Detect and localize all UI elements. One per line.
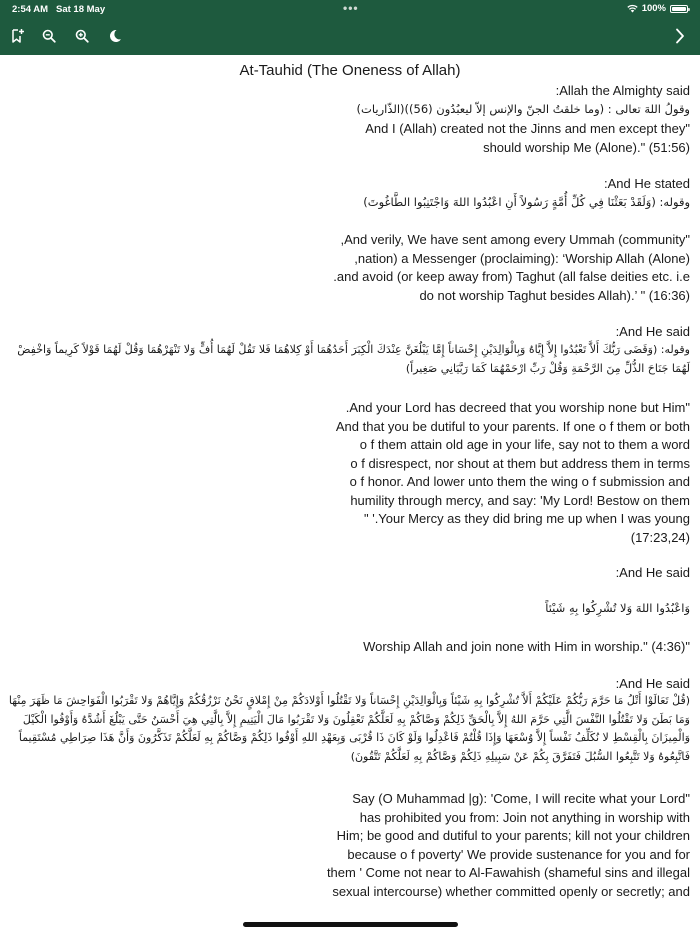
arabic-verse: (قُلْ تَعَالَوْا أَتْلُ مَا حَرَّمَ رَبُّكُمْ عَلَيْكُمْ أَلاَّ تُشْرِكُوا بِهِ شَيْئاً وَبِالْوَالِدَيْنِ إِحْسَاناً وَلا تَقْتُلُوا أَوْلادَكُمْ مِنْ إِمْلاقٍ نَحْنُ نَرْزُقُكُمْ وَإِيَّاهُمْ وَلا تَقْرَبُوا الْفَوَاحِشَ مَا ظَهَرَ مِنْهَا وَمَا بَطَنَ وَلا تَقْتُلُوا النَّفْسَ الَّتِي حَرَّمَ اللهُ إِلاَّ بِالْحَقِّ ذَلِكُمْ وَصَّاكُمْ بِهِ لَعَلَّكُمْ تَعْقِلُونَ وَلا تَقْرَبُوا مَالَ الْيَتِيمِ إِلاَّ بِالَّتِي هِيَ أَحْسَنُ حَتَّى يَبْلُغَ أَشُدَّهُ وَأَوْفُوا الْكَيْلَ وَالْمِيزَانَ بِالْقِسْطِ لا نُكَلِّفُ نَفْساً إِلاَّ وُسْعَهَا وَإِذَا قُلْتُمْ فَاعْدِلُوا وَلَوْ كَانَ ذَا قُرْبَى وَبِعَهْدِ اللهِ أَوْفُوا ذَلِكُمْ وَصَّاكُمْ بِهِ لَعَلَّكُمْ تَذَكَّرُونَ وَأَنَّ هَذَا صِرَاطِي مُسْتَقِيماً فَاتَّبِعُوهُ وَلا تَتَّبِعُوا السُّبُلَ فَتَفَرَّقَ بِكُمْ عَنْ سَبِيلِهِ ذَلِكُمْ وَصَّاكُمْ بِهِ لَعَلَّكُمْ تَتَّقُونَ) xyxy=(8,694,690,763)
zoom-in-icon xyxy=(75,29,89,43)
arabic-verse: وقولُ اللهَ تعالى : (وما خلقتُ الجنّ والإنس إلاّ ليعبُدُون (56))(الذّاريات) xyxy=(356,102,690,116)
arabic-verse: وقوله: (وَقَضَى رَبُّكَ أَلاَّ تَعْبُدُوا إِلاَّ إِيَّاهُ وَبِالْوَالِدَيْنِ إِحْسَاناً إِمَّا يَبْلُغَنَّ عِنْدَكَ الْكِبَرَ أَحَدُهُمَا أَوْ كِلاهُمَا فَلا تَقُلْ لَهُمَا أُفٍّ وَلا تَنْهَرْهُمَا وَقُلْ لَهُمَا قَوْلاً كَرِيماً وَاخْفِضْ لَهُمَا جَنَاحَ الذُّلِّ مِنَ الرَّحْمَةِ وَقُلْ رَبِّ ارْحَمْهُمَا كَمَا رَبَّيَانِي صَغِيراً) xyxy=(17,343,690,375)
bookmark-plus-icon xyxy=(11,28,25,44)
verse-translation: Say (O Muhammad |g): 'Come, I will recite what your Lord" has prohibited you from: Join not anything in worship with Him; be good and dutiful to your parents; kill not your children because o f poverty' We provide sustenance for you and for them ' Come not near to Al-Fawahish (shameful sins and illegal sexual intercourse) whether committed openly or secretly; and xyxy=(326,791,690,899)
verse-translation: .And your Lord has decreed that you worship none but Him" And that you be dutiful to your parents. If one o f them or both o f them attain old age in your life, say not to them a word o f disrespect, nor shout at them but address them in terms o f honor. And lower unto them the wing o f submission and humility through mercy, and say: 'My Lord! Bestow on them " '.Your Mercy as they did bring me up when I was young (17:23,24) xyxy=(335,400,690,545)
section-intro: :And He said xyxy=(615,565,690,580)
battery-icon xyxy=(670,5,688,13)
chevron-right-icon xyxy=(675,28,685,44)
moon-icon xyxy=(108,29,122,43)
section-intro: :And He said xyxy=(615,676,690,691)
top-bar xyxy=(0,0,700,55)
verse-translation: And I (Allah) created not the Jinns and men except they" should worship Me (Alone)." (51:56) xyxy=(365,121,690,155)
status-bar xyxy=(0,0,700,18)
home-indicator[interactable] xyxy=(243,922,458,927)
multitasking-dots[interactable]: ••• xyxy=(343,1,359,15)
verse-translation: ,And verily, We have sent among every Ummah (community" ,nation) a Messenger (proclaiming): ‘Worship Allah (Alone) .and avoid (or keep away from) Taghut (all false deities etc. i.e do not worship Taghut besides Allah).’ " (16:36) xyxy=(333,232,690,303)
status-right xyxy=(627,3,688,14)
status-time-date: 2:54 AM Sat 18 May xyxy=(12,4,106,15)
section-intro: :And He said xyxy=(615,324,690,339)
zoom-out-button[interactable] xyxy=(39,26,59,46)
toolbar xyxy=(0,22,700,50)
zoom-out-icon xyxy=(42,29,56,43)
arabic-verse: وَاعْبُدُوا اللهَ وَلا تُشْرِكُوا بِهِ شَيْئاً xyxy=(545,601,690,615)
bookmark-add-button[interactable] xyxy=(8,26,28,46)
zoom-in-button[interactable] xyxy=(72,26,92,46)
verse-translation: Worship Allah and join none with Him in worship." (4:36)" xyxy=(363,639,690,654)
section-intro: :And He stated xyxy=(604,176,690,191)
arabic-verse: وقوله: (وَلَقَدْ بَعَثْنَا فِي كُلِّ أُمَّةٍ رَسُولاً أَنِ اعْبُدُوا اللهَ وَاجْتَنِبُوا الطَّاغُوتَ) xyxy=(363,195,690,209)
article-title: At-Tauhid (The Oneness of Allah) xyxy=(239,62,461,79)
night-mode-button[interactable] xyxy=(105,26,125,46)
section-intro: :Allah the Almighty said xyxy=(555,83,690,98)
wifi-icon xyxy=(627,4,638,13)
article-content[interactable] xyxy=(0,55,700,899)
battery-percent: 100% xyxy=(641,3,666,14)
next-chapter-button[interactable] xyxy=(670,26,690,46)
